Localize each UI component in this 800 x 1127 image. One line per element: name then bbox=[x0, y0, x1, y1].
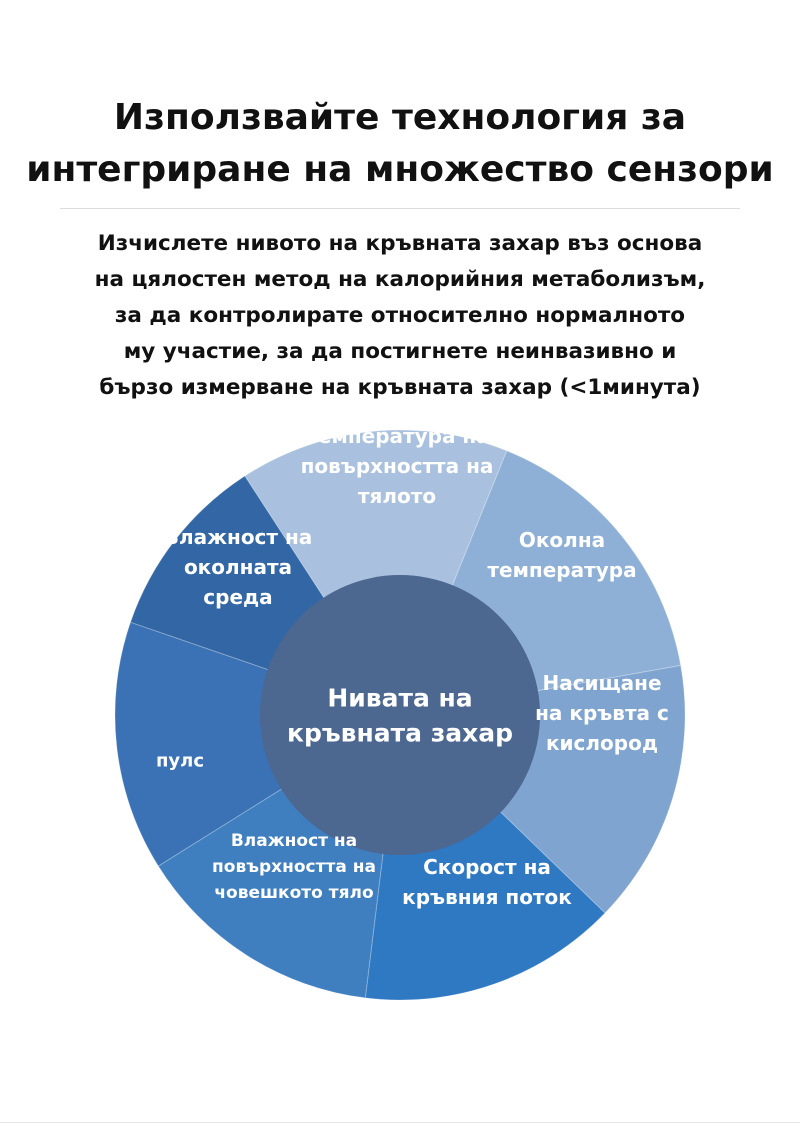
label-line: Околна bbox=[518, 528, 606, 552]
subtitle-line: за да контролирате относително нормалното bbox=[114, 303, 686, 328]
label-line: повърхността на bbox=[212, 856, 376, 877]
title-line: Използвайте технология за bbox=[113, 97, 687, 138]
label-line: на кръвта с bbox=[535, 701, 669, 725]
center-circle bbox=[260, 575, 540, 855]
label-line: пулс bbox=[155, 750, 205, 772]
title-line: интегриране на множество сензори bbox=[26, 149, 774, 190]
label-line: Скорост на bbox=[423, 855, 551, 879]
label-line: кислород bbox=[545, 731, 659, 755]
label-line: Насищане bbox=[542, 671, 662, 695]
label-line: Температура на bbox=[304, 424, 490, 448]
label-line: Нивата на bbox=[327, 683, 473, 713]
bottom-divider bbox=[0, 1122, 800, 1123]
label-line: тялото bbox=[357, 484, 437, 508]
label-line: среда bbox=[203, 585, 273, 609]
label-line: Влажност на bbox=[163, 525, 313, 549]
sensor-wheel-diagram bbox=[0, 400, 800, 1040]
segment-label bbox=[535, 671, 669, 755]
label-line: повърхността на bbox=[300, 454, 494, 478]
subtitle-line: Изчислете нивото на кръвната захар въз основа bbox=[97, 231, 703, 256]
label-line: човешкото тяло bbox=[214, 882, 374, 903]
label-line: околната bbox=[183, 555, 293, 579]
label-line: кръвната захар bbox=[287, 718, 513, 748]
subtitle bbox=[0, 226, 800, 406]
divider bbox=[60, 208, 740, 209]
label-line: кръвния поток bbox=[402, 885, 572, 909]
subtitle-line: на цялостен метод на калорийния метаболизъм, bbox=[94, 267, 706, 292]
segment-label bbox=[212, 831, 376, 903]
page-title bbox=[0, 92, 800, 196]
subtitle-line: му участие, за да постигнете неинвазивно и bbox=[123, 339, 677, 364]
subtitle-line: бързо измерване на кръвната захар (<1минута) bbox=[99, 375, 701, 400]
label-line: температура bbox=[487, 558, 637, 582]
label-line: Влажност на bbox=[230, 830, 358, 851]
segment-label bbox=[156, 750, 204, 771]
